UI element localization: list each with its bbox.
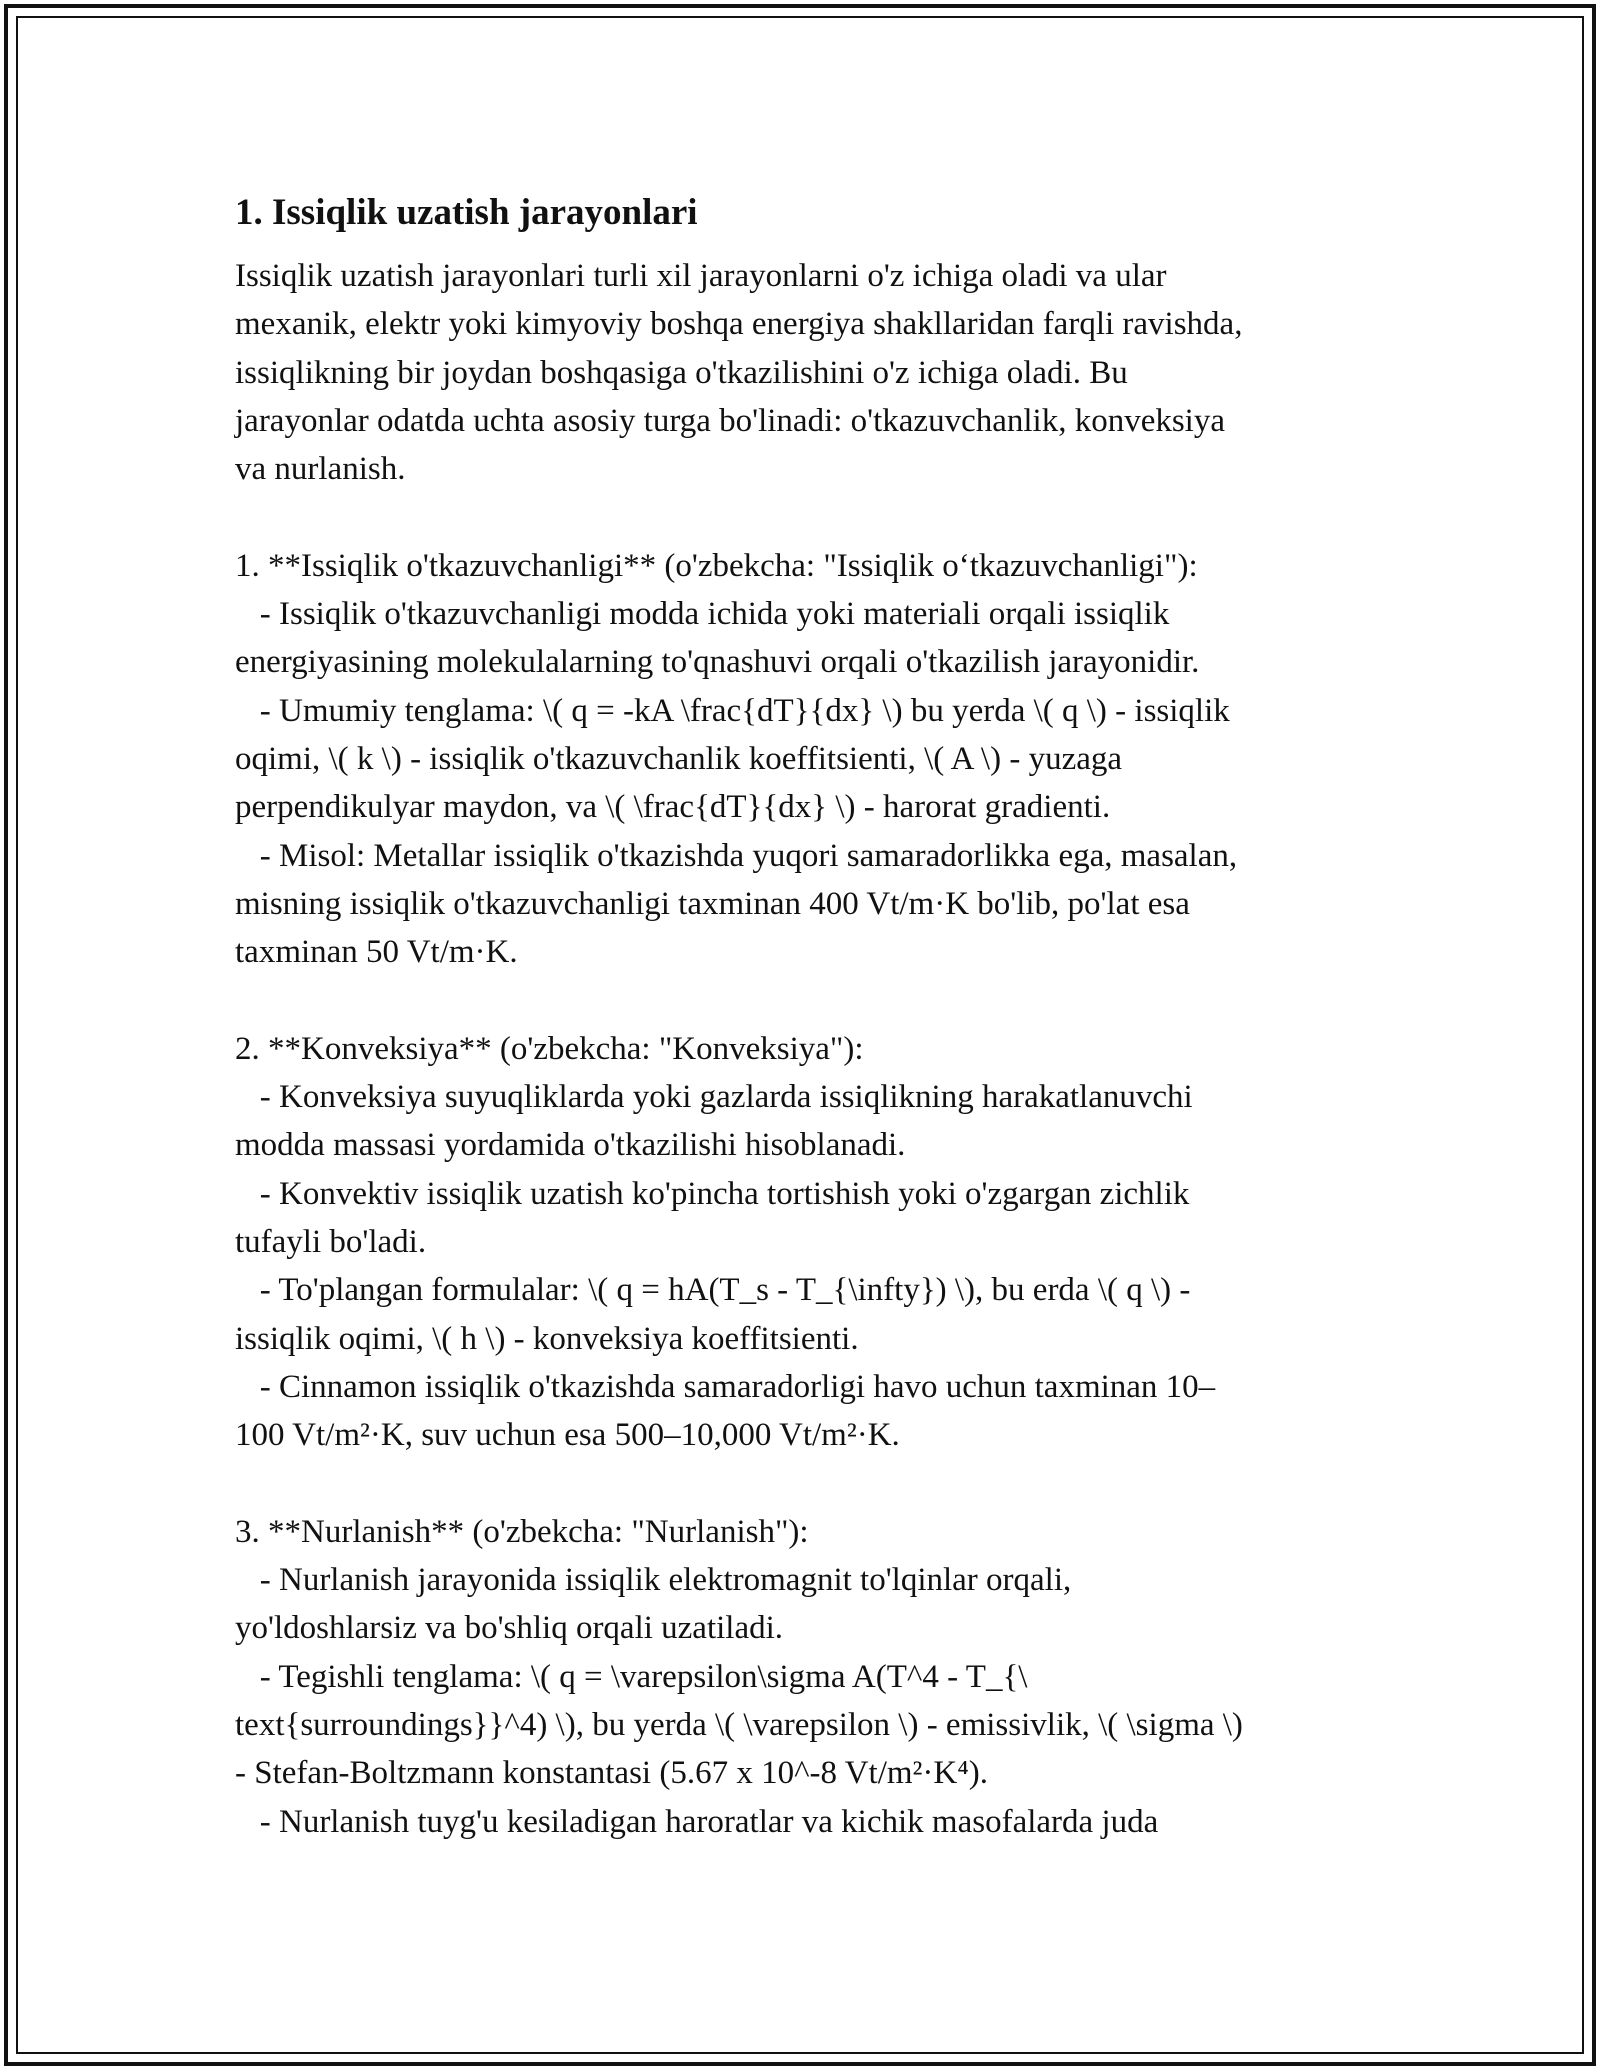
section-line: - To'plangan formulalar: \( q = hA(T_s - T_{\infty}) \), bu erda \( q \) -	[235, 1272, 1191, 1309]
section-line: - Konveksiya suyuqliklarda yoki gazlarda issiqlikning harakatlanuvchi	[235, 1079, 1193, 1116]
section-line: issiqlik oqimi, \( h \) - konveksiya koeffitsienti.	[235, 1320, 859, 1357]
section-radiation	[235, 1508, 1385, 1846]
section-line: - Nurlanish tuyg'u kesiladigan haroratlar va kichik masofalarda juda	[235, 1803, 1159, 1840]
section-convection	[235, 1025, 1385, 1460]
intro-line: va nurlanish.	[235, 451, 406, 488]
section-line: oqimi, \( k \) - issiqlik o'tkazuvchanlik koeffitsienti, \( A \) - yuzaga	[235, 740, 1123, 777]
section-line: tufayli bo'ladi.	[235, 1223, 427, 1260]
section-line: - Umumiy tenglama: \( q = -kA \frac{dT}{dx} \) bu yerda \( q \) - issiqlik	[235, 692, 1230, 729]
paragraph-spacer	[235, 976, 1385, 1024]
section-line: text{surroundings}}^4) \), bu yerda \( \varepsilon \) - emissivlik, \( \sigma \)	[235, 1706, 1243, 1743]
section-line: - Tegishli tenglama: \( q = \varepsilon\sigma A(T^4 - T_{\	[235, 1658, 1028, 1695]
section-line: - Nurlanish jarayonida issiqlik elektromagnit to'lqinlar orqali,	[235, 1562, 1072, 1599]
document-title: 1. Issiqlik uzatish jarayonlari	[235, 192, 698, 233]
section-line: perpendikulyar maydon, va \( \frac{dT}{dx} \) - harorat gradienti.	[235, 789, 1111, 826]
section-line: yo'ldoshlarsiz va bo'shliq orqali uzatiladi.	[235, 1610, 784, 1647]
section-line: - Misol: Metallar issiqlik o'tkazishda yuqori samaradorlikka ega, masalan,	[235, 837, 1238, 874]
intro-line: jarayonlar odatda uchta asosiy turga bo'linadi: o'tkazuvchanlik, konveksiya	[235, 402, 1225, 439]
section-line: misning issiqlik o'tkazuvchanligi taxminan 400 Vt/m·K bo'lib, po'lat esa	[235, 885, 1190, 922]
section-conduction	[235, 542, 1385, 977]
section-line: taxminan 50 Vt/m·K.	[235, 934, 518, 971]
intro-paragraph	[235, 252, 1385, 493]
document-body	[235, 188, 1385, 1846]
section-line: 100 Vt/m²·K, suv uchun esa 500–10,000 Vt/m²·K.	[235, 1417, 900, 1454]
intro-line: mexanik, elektr yoki kimyoviy boshqa energiya shakllaridan farqli ravishda,	[235, 306, 1243, 343]
section-line: - Cinnamon issiqlik o'tkazishda samaradorligi havo uchun taxminan 10–	[235, 1368, 1216, 1405]
paragraph-spacer	[235, 1459, 1385, 1507]
section-line: energiyasining molekulalarning to'qnashuvi orqali o'tkazilish jarayonidir.	[235, 644, 1200, 681]
intro-line: issiqlikning bir joydan boshqasiga o'tkazilishini o'z ichiga oladi. Bu	[235, 354, 1128, 391]
intro-line: Issiqlik uzatish jarayonlari turli xil jarayonlarni o'z ichiga oladi va ular	[235, 258, 1167, 294]
section-heading-line: 2. **Konveksiya** (o'zbekcha: "Konveksiya"):	[235, 1030, 864, 1067]
section-line: - Stefan-Boltzmann konstantasi (5.67 x 10^-8 Vt/m²·K⁴).	[235, 1755, 988, 1792]
section-heading-line: 1. **Issiqlik o'tkazuvchanligi** (o'zbekcha: "Issiqlik o‘tkazuvchanligi"):	[235, 547, 1198, 584]
section-line: - Konvektiv issiqlik uzatish ko'pincha tortishish yoki o'zgargan zichlik	[235, 1175, 1190, 1212]
section-heading-line: 3. **Nurlanish** (o'zbekcha: "Nurlanish"):	[235, 1513, 809, 1550]
section-line: - Issiqlik o'tkazuvchanligi modda ichida yoki materiali orqali issiqlik	[235, 596, 1170, 633]
section-line: modda massasi yordamida o'tkazilishi hisoblanadi.	[235, 1127, 906, 1164]
paragraph-spacer	[235, 493, 1385, 541]
